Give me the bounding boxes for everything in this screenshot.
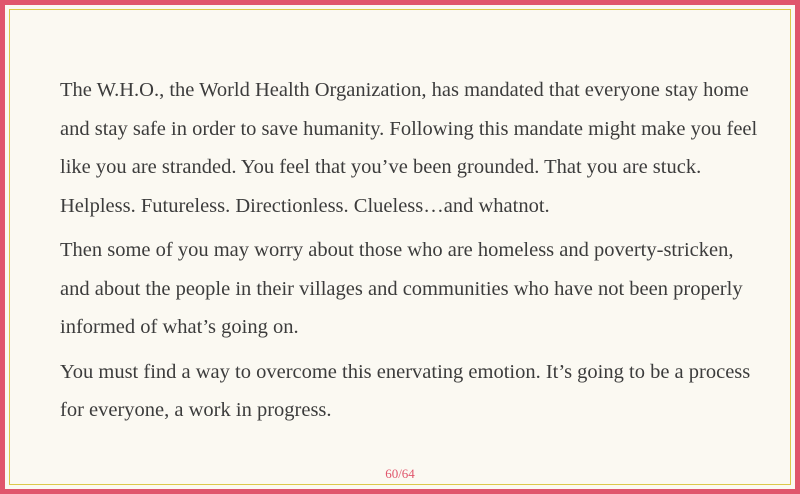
page-body [60,71,760,436]
page-number: 60/64 [385,466,415,481]
paragraph-3: You must find a way to overcome this enervating emotion. It’s going to be a process for everyone, a work in progress. [60,360,751,421]
paragraph-1: The W.H.O., the World Health Organization, has mandated that everyone stay home and stay safe in order to save humanity. Following this mandate might make you feel like you are stranded. You feel that you’ve been grounded. That you are stuck. Helpless. Futureless. Directionless. Clueless…and whatnot. [60,79,758,217]
page-frame [5,5,795,489]
paragraph-2: Then some of you may worry about those who are homeless and poverty-stricken, and about the people in their villages and communities who have not been properly informed of what’s going on. [60,239,743,338]
